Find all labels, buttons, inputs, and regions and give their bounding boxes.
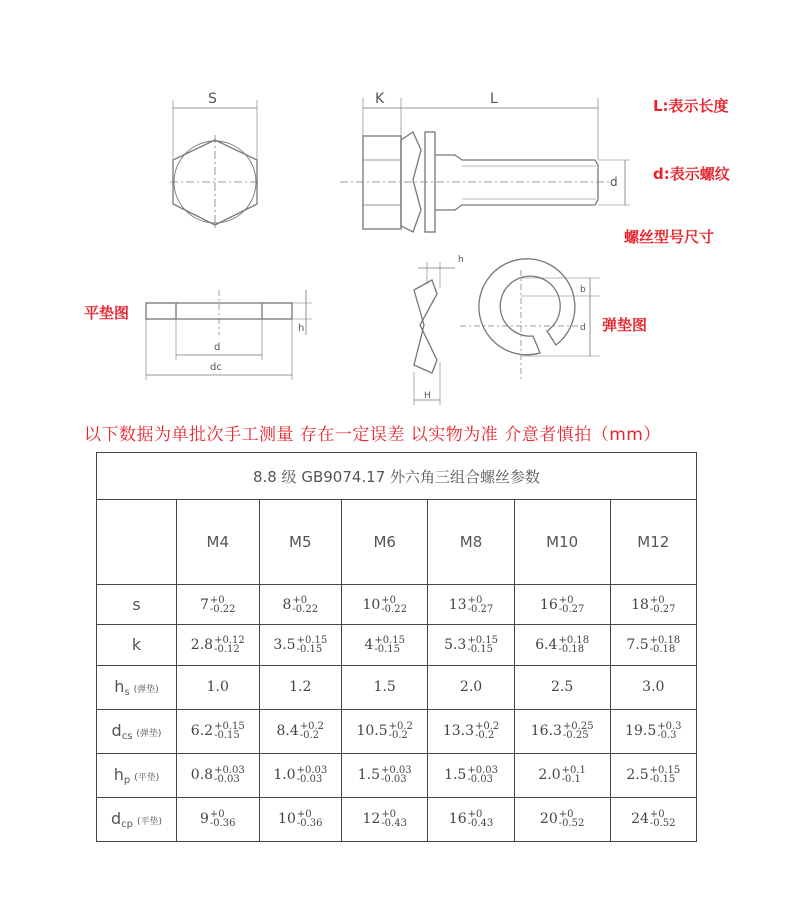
tolerance-upper: +0.25 [562,721,594,733]
table-cell [177,753,260,797]
table-cell [514,665,610,709]
table-cell [610,797,696,841]
row-symbol: d [111,720,122,740]
column-header: M4 [177,500,260,585]
row-subscript: cp [121,818,133,830]
tolerance-upper: +0 [209,594,225,606]
column-header: M10 [514,500,610,585]
tolerance-upper: +0 [558,809,574,821]
cell-value: 18 [631,596,649,613]
dim-flat-h-label: h [298,323,305,334]
table-cell [342,709,428,753]
cell-value: 2.0 [538,767,561,784]
cell-value: 3.0 [642,679,665,696]
table-cell [342,753,428,797]
cell-tolerance [210,596,236,614]
tolerance-lower: -0.15 [214,730,240,742]
cell-value: 3.5 [273,636,296,653]
tolerance-lower: -0.2 [474,730,495,742]
cell-tolerance [297,810,323,828]
table-row [97,753,697,797]
table-cell [428,753,514,797]
row-subscript: p [123,774,131,786]
cell-tolerance [468,596,494,614]
tolerance-upper: +0.15 [214,721,245,733]
tolerance-upper: +0.15 [374,634,405,646]
column-header: M12 [610,500,696,585]
tolerance-lower: -0.36 [296,818,323,830]
cell-value: 10.5 [356,723,388,740]
dim-flat-dc-label: dc [210,362,222,373]
column-header: M5 [259,500,342,585]
tolerance-upper: +0.18 [649,634,681,646]
table-cell [610,709,696,753]
cell-value: 2.8 [190,636,214,653]
tolerance-lower: -0.52 [558,818,585,830]
cell-tolerance [381,596,407,614]
cell-tolerance [389,722,413,740]
table-cell [428,625,514,665]
table-row [97,665,697,709]
cell-tolerance [563,722,594,740]
table-cell [428,585,514,625]
tolerance-lower: -0.27 [649,603,676,615]
tolerance-lower: -0.52 [649,818,676,830]
cell-tolerance [214,636,245,654]
flat-washer-section-left [146,303,176,319]
tolerance-lower: -0.25 [562,730,589,742]
tolerance-upper: +0 [292,594,308,606]
cell-tolerance [210,810,236,828]
cell-tolerance [559,810,585,828]
dim-spring-h-label: H [424,391,431,401]
tolerance-lower: -0.22 [292,603,319,615]
cell-tolerance [467,636,498,654]
dim-b-label: b [580,285,586,295]
table-corner [97,500,177,585]
table-cell [610,585,696,625]
dim-d-label: d [610,175,618,189]
spring-washer-profile [414,280,437,373]
cell-tolerance [559,596,585,614]
cell-value: 1.2 [289,679,312,696]
row-tag: (弹垫) [133,684,159,695]
table-cell [259,797,342,841]
tolerance-upper: +0.2 [474,721,500,733]
tolerance-lower: -0.18 [649,643,676,655]
table-cell [342,797,428,841]
table-cell [342,585,428,625]
cell-tolerance [650,810,676,828]
cell-tolerance [650,596,676,614]
tolerance-lower: -0.03 [214,774,240,786]
tolerance-upper: +0 [381,809,397,821]
drawing-svg [0,0,790,415]
spring-washer-ring [479,259,575,355]
tolerance-upper: +0.18 [558,634,590,646]
cell-value: 16.3 [530,723,562,740]
tolerance-upper: +0.03 [467,765,498,777]
tolerance-upper: +0.03 [296,765,328,777]
tolerance-upper: +0.12 [214,634,245,646]
tolerance-lower: -0.1 [561,774,581,786]
cell-tolerance [374,636,405,654]
cell-value: 1.0 [206,679,229,696]
cell-value: 5.3 [444,636,467,653]
cell-value: 7.5 [626,636,649,653]
cell-tolerance [214,722,245,740]
tolerance-upper: +0 [296,809,312,821]
tolerance-upper: +0 [649,809,665,821]
table-row [97,709,697,753]
tolerance-upper: +0.03 [381,765,412,777]
table-cell [514,625,610,665]
cell-value: 4 [364,636,374,653]
table-cell [259,709,342,753]
cell-value: 8.4 [276,723,299,740]
annotation-spring-washer: 弹垫图 [602,316,648,334]
row-symbol: h [114,676,125,696]
row-header [97,585,177,625]
tolerance-lower: -0.15 [374,643,400,655]
tolerance-upper: +0.15 [649,765,681,777]
spec-table [96,452,697,842]
table-title: 8.8 级 GB9074.17 外六角三组合螺丝参数 [97,453,697,500]
row-subscript: s [124,686,130,698]
row-tag: (平垫) [134,772,160,783]
tolerance-lower: -0.12 [214,643,240,655]
cell-tolerance [657,722,681,740]
cell-value: 10 [278,811,296,828]
cell-tolerance [297,636,328,654]
cell-value: 6.2 [190,723,214,740]
tolerance-upper: +0.3 [657,721,682,733]
row-symbol: s [132,595,141,615]
annotation-thread: d:表示螺纹 [653,165,730,183]
table-row [97,797,697,841]
cell-tolerance [562,766,586,784]
tolerance-upper: +0 [467,594,483,606]
cell-tolerance [558,636,589,654]
row-symbol: k [131,635,142,655]
cell-value: 10 [362,596,381,613]
row-symbol: d [110,808,122,828]
column-header: M8 [428,500,514,585]
cell-value: 2.5 [626,767,649,784]
table-cell [514,797,610,841]
cell-tolerance [467,766,498,784]
cell-value: 2.0 [459,679,483,696]
table-header-row [97,500,697,585]
flat-washer-section-right [262,303,292,319]
cell-tolerance [214,766,245,784]
cell-value: 24 [631,811,649,828]
tolerance-lower: -0.03 [381,774,407,786]
cell-value: 8 [282,596,292,613]
table-cell [259,625,342,665]
table-cell [177,585,260,625]
tolerance-lower: -0.43 [381,818,407,830]
cell-value: 1.5 [444,767,467,784]
cell-value: 13.3 [442,723,474,740]
cell-value: 20 [539,811,558,828]
row-header [97,665,177,709]
tolerance-lower: -0.22 [381,603,407,615]
table-row [97,585,697,625]
column-header: M6 [342,500,428,585]
cell-value: 1.5 [357,767,380,784]
dim-k-label: K [375,91,385,107]
cell-tolerance [475,722,499,740]
tolerance-upper: +0 [558,594,574,606]
tolerance-lower: -0.18 [558,643,585,655]
cell-tolerance [292,596,318,614]
tolerance-upper: +0.15 [296,634,328,646]
table-cell [177,797,260,841]
row-header [97,709,177,753]
table-cell [259,753,342,797]
technical-drawing [0,0,790,415]
table-cell [259,665,342,709]
table-row [97,625,697,665]
tolerance-upper: +0.2 [299,721,325,733]
annotation-size: 螺丝型号尺寸 [624,228,715,246]
table-cell [610,625,696,665]
tolerance-upper: +0 [209,809,225,821]
cell-value: 0.8 [190,767,214,784]
row-header [97,753,177,797]
cell-tolerance [468,810,494,828]
row-header [97,797,177,841]
cell-tolerance [650,766,681,784]
dim-s-label: S [208,91,217,107]
table-cell [514,709,610,753]
table-cell [259,585,342,625]
cell-tolerance [381,810,407,828]
table-cell [177,625,260,665]
cell-value: 1.5 [373,679,396,696]
row-header [97,625,177,665]
tolerance-lower: -0.36 [209,818,236,830]
cell-value: 1.0 [273,767,296,784]
cell-value: 7 [199,596,209,613]
annotation-flat-washer: 平垫图 [84,304,130,322]
table-cell [342,625,428,665]
tolerance-lower: -0.27 [558,603,585,615]
tolerance-lower: -0.3 [657,730,677,742]
tolerance-upper: +0 [381,594,397,606]
table-cell [177,709,260,753]
tolerance-upper: +0 [467,809,483,821]
row-subscript: cs [121,730,133,742]
cell-value: 13 [448,596,467,613]
dim-flat-d-label: d [214,342,221,353]
cell-value: 2.5 [551,679,574,696]
row-tag: (平垫) [136,816,163,827]
tolerance-lower: -0.2 [299,730,320,742]
bolt-head-side [363,136,401,229]
dim-l-label: L [490,91,498,107]
cell-value: 6.4 [535,636,558,653]
tolerance-lower: -0.15 [467,643,493,655]
table-cell [610,665,696,709]
tolerance-lower: -0.27 [467,603,494,615]
tolerance-lower: -0.15 [649,774,676,786]
tolerance-lower: -0.22 [209,603,236,615]
tolerance-lower: -0.43 [467,818,494,830]
table-cell [428,709,514,753]
row-symbol: h [113,764,124,784]
cell-tolerance [300,722,324,740]
table-cell [514,753,610,797]
measurement-note: 以下数据为单批次手工测量 存在一定误差 以实物为准 介意者慎拍（mm） [84,425,661,445]
tolerance-upper: +0 [649,594,665,606]
tolerance-upper: +0.1 [561,765,586,777]
cell-tolerance [297,766,328,784]
table-cell [177,665,260,709]
cell-value: 16 [539,596,558,613]
table-cell [428,665,514,709]
cell-value: 19.5 [625,723,657,740]
dim-spring-d-label: d [580,323,586,333]
tolerance-lower: -0.2 [388,730,408,742]
tolerance-upper: +0.15 [467,634,498,646]
tolerance-upper: +0.03 [214,765,245,777]
cell-value: 12 [362,811,381,828]
row-tag: (弹垫) [136,728,162,739]
table-cell [428,797,514,841]
bolt-shank [435,155,598,210]
tolerance-upper: +0.2 [388,721,413,733]
tolerance-lower: -0.03 [467,774,493,786]
tolerance-lower: -0.03 [296,774,323,786]
table-cell [342,665,428,709]
table-cell [514,585,610,625]
table-cell [610,753,696,797]
cell-value: 9 [199,811,209,828]
annotation-length: L:表示长度 [653,97,729,115]
cell-value: 16 [448,811,467,828]
tolerance-lower: -0.15 [296,643,323,655]
cell-tolerance [650,636,681,654]
dim-spring-hs-label: h [458,255,464,265]
cell-tolerance [381,766,412,784]
